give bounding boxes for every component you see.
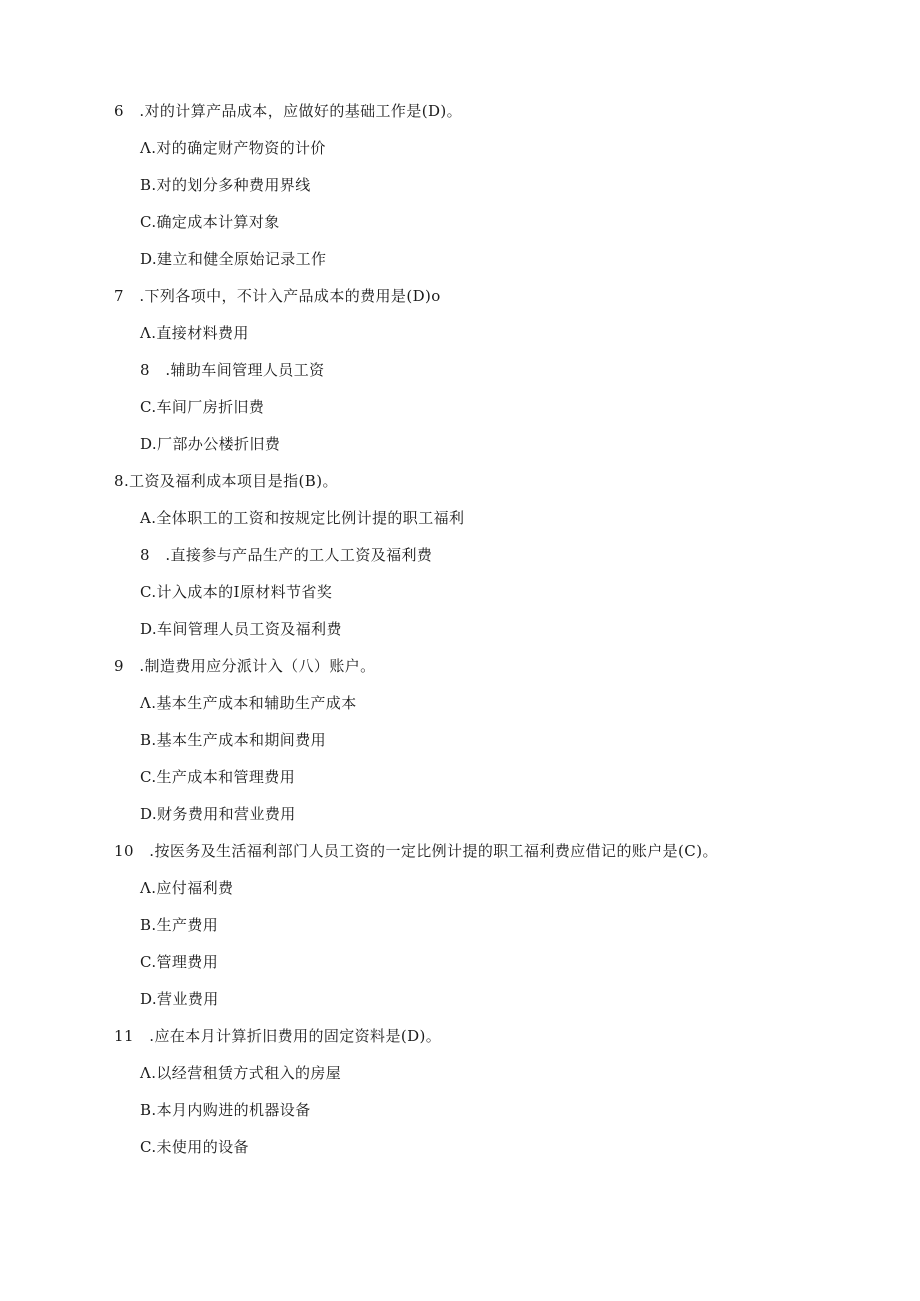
option-10c: C.管理费用 [140,953,219,971]
option-7b: 8 .辅助车间管理人员工资 [140,361,325,379]
option-10d: D.营业费用 [140,990,219,1008]
question-8: 8.工资及福利成本项目是指(B)。 [114,472,338,490]
option-11c: C.未使用的设备 [140,1138,249,1156]
question-7: 7 .下列各项中，不计入产品成本的费用是(D)o [114,287,441,305]
option-11b: B.本月内购进的机器设备 [140,1101,311,1119]
option-7a: Λ.直接材料费用 [140,324,249,342]
option-8d: D.车间管理人员工资及福利费 [140,620,342,638]
question-9: 9 .制造费用应分派计入（八）账户。 [114,657,376,675]
option-9b: B.基本生产成本和期间费用 [140,731,326,749]
option-11a: Λ.以经营租赁方式租入的房屋 [140,1064,342,1082]
option-8b: 8 .直接参与产品生产的工人工资及福利费 [140,546,433,564]
option-7c: C.车间厂房折旧费 [140,398,265,416]
option-10a: Λ.应付福利费 [140,879,234,897]
option-9d: D.财务费用和营业费用 [140,805,296,823]
option-10b: B.生产费用 [140,916,219,934]
option-6d: D.建立和健全原始记录工作 [140,250,327,268]
question-10: 10 .按医务及生活福利部门人员工资的一定比例计提的职工福利费应借记的账户是(C)。 [114,842,718,860]
option-9a: Λ.基本生产成本和辅助生产成本 [140,694,357,712]
option-8c: C.计入成本的I原材料节省奖 [140,583,333,601]
question-11: 11 .应在本月计算折旧费用的固定资料是(D)。 [114,1027,442,1045]
option-7d: D.厂部办公楼折旧费 [140,435,281,453]
option-6b: B.对的划分多种费用界线 [140,176,311,194]
option-6c: C.确定成本计算对象 [140,213,280,231]
option-6a: Λ.对的确定财产物资的计价 [140,139,326,157]
question-6: 6 .对的计算产品成本，应做好的基础工作是(D)。 [114,102,463,120]
option-8a: A.全体职工的工资和按规定比例计提的职工福利 [140,509,465,527]
option-9c: C.生产成本和管理费用 [140,768,296,786]
